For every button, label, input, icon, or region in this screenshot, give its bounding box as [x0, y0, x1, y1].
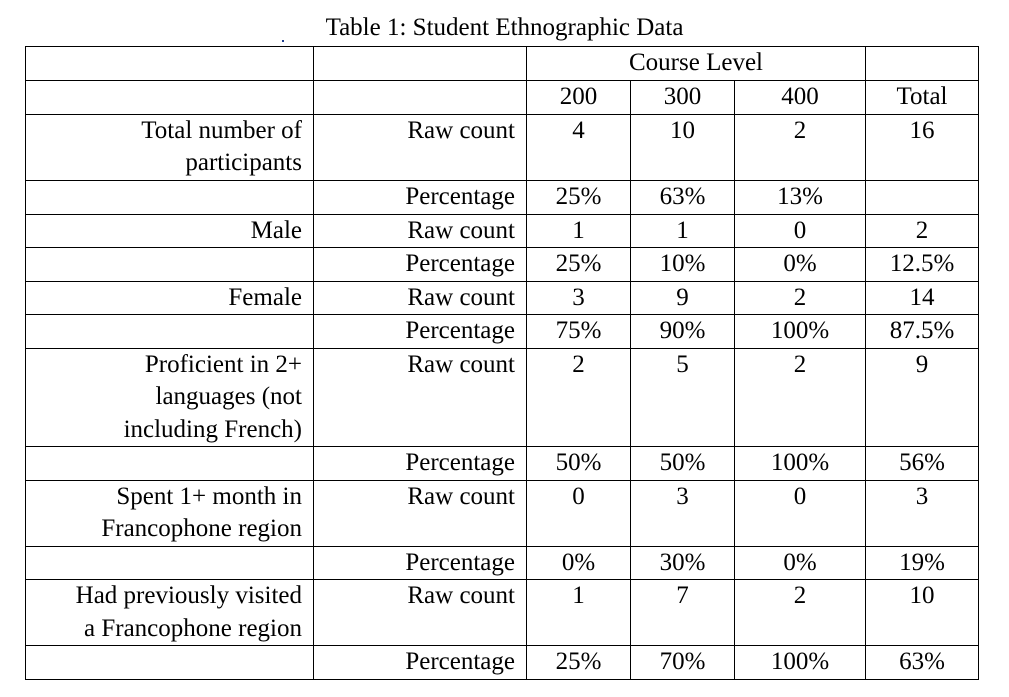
measure-label: Raw count: [314, 348, 527, 447]
row-label-line: Francophone region: [101, 515, 302, 542]
level-400-header: 400: [735, 80, 866, 114]
table-body: [26, 47, 979, 680]
row-label-line: participants: [185, 149, 302, 176]
level-400-value: 2: [735, 114, 866, 180]
level-200-value: 1: [527, 580, 631, 646]
total-value: 14: [866, 281, 979, 315]
header-empty-cell: [26, 80, 314, 114]
row-label: [26, 214, 314, 248]
row-label-line: Proficient in 2+: [144, 350, 302, 378]
table-caption: [0, 13, 1009, 43]
level-200-value: 50%: [527, 447, 631, 481]
header-row-levels: [26, 80, 979, 114]
level-200-value: 0: [527, 480, 631, 546]
total-header: Total: [866, 80, 979, 114]
level-200-value: 25%: [527, 180, 631, 214]
level-300-value: 30%: [631, 546, 735, 580]
measure-label: Percentage: [314, 180, 527, 214]
level-300-value: 5: [631, 348, 735, 447]
row-label-line: a Francophone region: [84, 614, 302, 642]
header-empty-cell: [314, 80, 527, 114]
course-level-header: Course Level: [527, 47, 866, 81]
row-label-line: Spent 1+ month in: [116, 482, 302, 510]
level-300-value: 9: [631, 281, 735, 315]
total-value: 56%: [866, 447, 979, 481]
level-300-value: 63%: [631, 180, 735, 214]
level-200-value: 0%: [527, 546, 631, 580]
measure-label: Raw count: [314, 580, 527, 646]
total-value: 63%: [866, 646, 979, 680]
level-300-value: 50%: [631, 447, 735, 481]
level-300-value: 10: [631, 114, 735, 180]
total-value: [866, 180, 979, 214]
row-label-line: Male: [250, 216, 302, 244]
total-value: 10: [866, 580, 979, 646]
level-300-header: 300: [631, 80, 735, 114]
level-200-header: 200: [527, 80, 631, 114]
row-label: [26, 180, 314, 214]
text-cursor-mark: [282, 40, 284, 42]
row-label: [26, 546, 314, 580]
level-200-value: 4: [527, 114, 631, 180]
measure-label: Raw count: [314, 480, 527, 546]
table-row: [26, 248, 979, 282]
level-200-value: 25%: [527, 646, 631, 680]
table-row: [26, 447, 979, 481]
level-200-value: 1: [527, 214, 631, 248]
level-400-value: 2: [735, 281, 866, 315]
table-row: [26, 546, 979, 580]
level-200-value: 3: [527, 281, 631, 315]
level-400-value: 2: [735, 348, 866, 447]
level-300-value: 7: [631, 580, 735, 646]
level-400-value: 100%: [735, 447, 866, 481]
level-300-value: 90%: [631, 315, 735, 349]
row-label: [26, 114, 314, 180]
total-value: 9: [866, 348, 979, 447]
total-value: 87.5%: [866, 315, 979, 349]
level-200-value: 25%: [527, 248, 631, 282]
header-row-course-level: [26, 47, 979, 81]
total-value: 19%: [866, 546, 979, 580]
header-empty-cell: [866, 47, 979, 81]
measure-label: Percentage: [314, 315, 527, 349]
measure-label: Raw count: [314, 114, 527, 180]
row-label: [26, 646, 314, 680]
level-400-value: 0%: [735, 546, 866, 580]
measure-label: Percentage: [314, 646, 527, 680]
row-label-line: including French): [123, 415, 302, 443]
level-200-value: 2: [527, 348, 631, 447]
level-200-value: 75%: [527, 315, 631, 349]
measure-label: Percentage: [314, 447, 527, 481]
level-400-value: 2: [735, 580, 866, 646]
row-label-line: Had previously visited: [75, 582, 302, 609]
row-label: [26, 281, 314, 315]
row-label: [26, 315, 314, 349]
level-400-value: 100%: [735, 315, 866, 349]
level-400-value: 0: [735, 214, 866, 248]
ethnographic-data-table: [25, 46, 979, 680]
row-label: [26, 480, 314, 546]
total-value: 16: [866, 114, 979, 180]
total-value: 2: [866, 214, 979, 248]
level-400-value: 0%: [735, 248, 866, 282]
table-row: [26, 348, 979, 447]
measure-label: Percentage: [314, 248, 527, 282]
level-400-value: 0: [735, 480, 866, 546]
row-label: [26, 348, 314, 447]
table-row: [26, 480, 979, 546]
total-value: 3: [866, 480, 979, 546]
table-row: [26, 114, 979, 180]
level-400-value: 13%: [735, 180, 866, 214]
table-row: [26, 646, 979, 680]
row-label-line: Total number of: [141, 116, 302, 144]
level-400-value: 100%: [735, 646, 866, 680]
level-300-value: 10%: [631, 248, 735, 282]
table-row: [26, 281, 979, 315]
row-label-line: Female: [228, 283, 302, 311]
total-value: 12.5%: [866, 248, 979, 282]
measure-label: Raw count: [314, 214, 527, 248]
row-label: [26, 447, 314, 481]
row-label-line: languages (not: [155, 383, 302, 410]
measure-label: Percentage: [314, 546, 527, 580]
header-empty-cell: [314, 47, 527, 81]
level-300-value: 70%: [631, 646, 735, 680]
table-caption-text: Table 1: Student Ethnographic Data: [325, 14, 684, 41]
table-row: [26, 214, 979, 248]
header-empty-cell: [26, 47, 314, 81]
level-300-value: 3: [631, 480, 735, 546]
table-row: [26, 315, 979, 349]
row-label: [26, 580, 314, 646]
row-label: [26, 248, 314, 282]
level-300-value: 1: [631, 214, 735, 248]
measure-label: Raw count: [314, 281, 527, 315]
table-row: [26, 180, 979, 214]
table-row: [26, 580, 979, 646]
